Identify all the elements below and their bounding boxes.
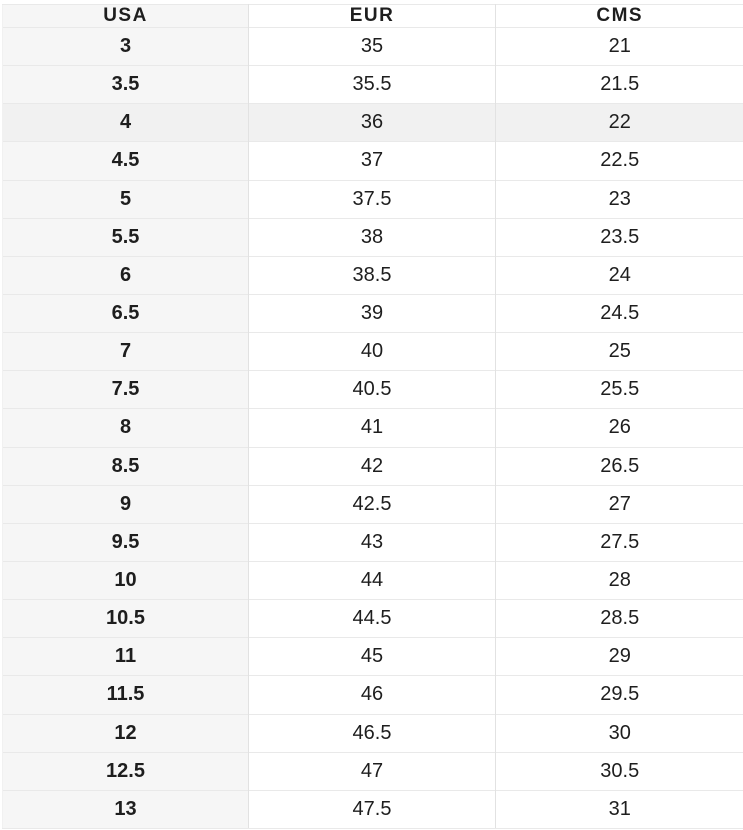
table-cell-cms: 28.5 <box>496 600 743 638</box>
table-cell-eur: 39 <box>249 294 496 332</box>
table-cell-cms: 29.5 <box>496 676 743 714</box>
table-cell-usa: 6.5 <box>3 294 249 332</box>
table-row <box>3 142 743 180</box>
table-cell-usa: 7.5 <box>3 371 249 409</box>
table-cell-usa: 12.5 <box>3 752 249 790</box>
table-cell-usa: 6 <box>3 256 249 294</box>
table-cell-eur: 43 <box>249 523 496 561</box>
table-row <box>3 333 743 371</box>
table-row <box>3 409 743 447</box>
table-row <box>3 447 743 485</box>
table-cell-usa: 10.5 <box>3 600 249 638</box>
table-row <box>3 66 743 104</box>
table-cell-cms: 30.5 <box>496 752 743 790</box>
table-cell-usa: 5.5 <box>3 218 249 256</box>
table-cell-cms: 22 <box>496 104 743 142</box>
table-cell-eur: 35.5 <box>249 66 496 104</box>
table-cell-eur: 38.5 <box>249 256 496 294</box>
table-cell-usa: 8 <box>3 409 249 447</box>
table-cell-eur: 47.5 <box>249 790 496 828</box>
table-cell-cms: 27.5 <box>496 523 743 561</box>
table-cell-eur: 40.5 <box>249 371 496 409</box>
table-header-row <box>3 5 743 28</box>
table-cell-usa: 9 <box>3 485 249 523</box>
table-cell-cms: 30 <box>496 714 743 752</box>
table-cell-cms: 25.5 <box>496 371 743 409</box>
table-cell-cms: 21.5 <box>496 66 743 104</box>
table-row <box>3 294 743 332</box>
table-cell-cms: 23.5 <box>496 218 743 256</box>
table-row <box>3 218 743 256</box>
table-cell-cms: 28 <box>496 561 743 599</box>
table-cell-eur: 42 <box>249 447 496 485</box>
table-row <box>3 28 743 66</box>
table-cell-usa: 13 <box>3 790 249 828</box>
table-cell-usa: 12 <box>3 714 249 752</box>
table-cell-eur: 40 <box>249 333 496 371</box>
table-row <box>3 714 743 752</box>
table-cell-eur: 46 <box>249 676 496 714</box>
column-header-usa: USA <box>3 5 249 28</box>
table-cell-usa: 4 <box>3 104 249 142</box>
table-cell-eur: 37.5 <box>249 180 496 218</box>
table-cell-cms: 31 <box>496 790 743 828</box>
table-cell-usa: 8.5 <box>3 447 249 485</box>
table-cell-usa: 5 <box>3 180 249 218</box>
table-row <box>3 790 743 828</box>
table-cell-usa: 3 <box>3 28 249 66</box>
table-row <box>3 523 743 561</box>
table-cell-eur: 37 <box>249 142 496 180</box>
table-cell-cms: 24.5 <box>496 294 743 332</box>
table-cell-cms: 22.5 <box>496 142 743 180</box>
table-cell-cms: 26.5 <box>496 447 743 485</box>
table-row <box>3 104 743 142</box>
column-header-eur: EUR <box>249 5 496 28</box>
table-row <box>3 600 743 638</box>
table-row <box>3 638 743 676</box>
table-cell-usa: 7 <box>3 333 249 371</box>
table-cell-eur: 42.5 <box>249 485 496 523</box>
table-cell-eur: 45 <box>249 638 496 676</box>
table-row <box>3 371 743 409</box>
table-body <box>3 28 743 829</box>
table-cell-cms: 24 <box>496 256 743 294</box>
table-cell-usa: 4.5 <box>3 142 249 180</box>
table-row <box>3 752 743 790</box>
table-row <box>3 485 743 523</box>
table-cell-usa: 11.5 <box>3 676 249 714</box>
table-cell-eur: 44.5 <box>249 600 496 638</box>
table-cell-eur: 35 <box>249 28 496 66</box>
table-cell-eur: 47 <box>249 752 496 790</box>
table-cell-cms: 29 <box>496 638 743 676</box>
table-cell-eur: 46.5 <box>249 714 496 752</box>
table-cell-cms: 27 <box>496 485 743 523</box>
table-cell-usa: 3.5 <box>3 66 249 104</box>
table-cell-eur: 38 <box>249 218 496 256</box>
column-header-cms: CMS <box>496 5 743 28</box>
table-row <box>3 180 743 218</box>
table-row <box>3 676 743 714</box>
table-row <box>3 561 743 599</box>
table-cell-usa: 10 <box>3 561 249 599</box>
table-cell-eur: 41 <box>249 409 496 447</box>
table-cell-cms: 25 <box>496 333 743 371</box>
table-cell-usa: 11 <box>3 638 249 676</box>
table-cell-cms: 23 <box>496 180 743 218</box>
table-cell-cms: 26 <box>496 409 743 447</box>
table-cell-eur: 36 <box>249 104 496 142</box>
table-cell-usa: 9.5 <box>3 523 249 561</box>
table-cell-cms: 21 <box>496 28 743 66</box>
size-conversion-table <box>2 4 743 829</box>
table-row <box>3 256 743 294</box>
table-header-row <box>3 5 743 28</box>
table-cell-eur: 44 <box>249 561 496 599</box>
